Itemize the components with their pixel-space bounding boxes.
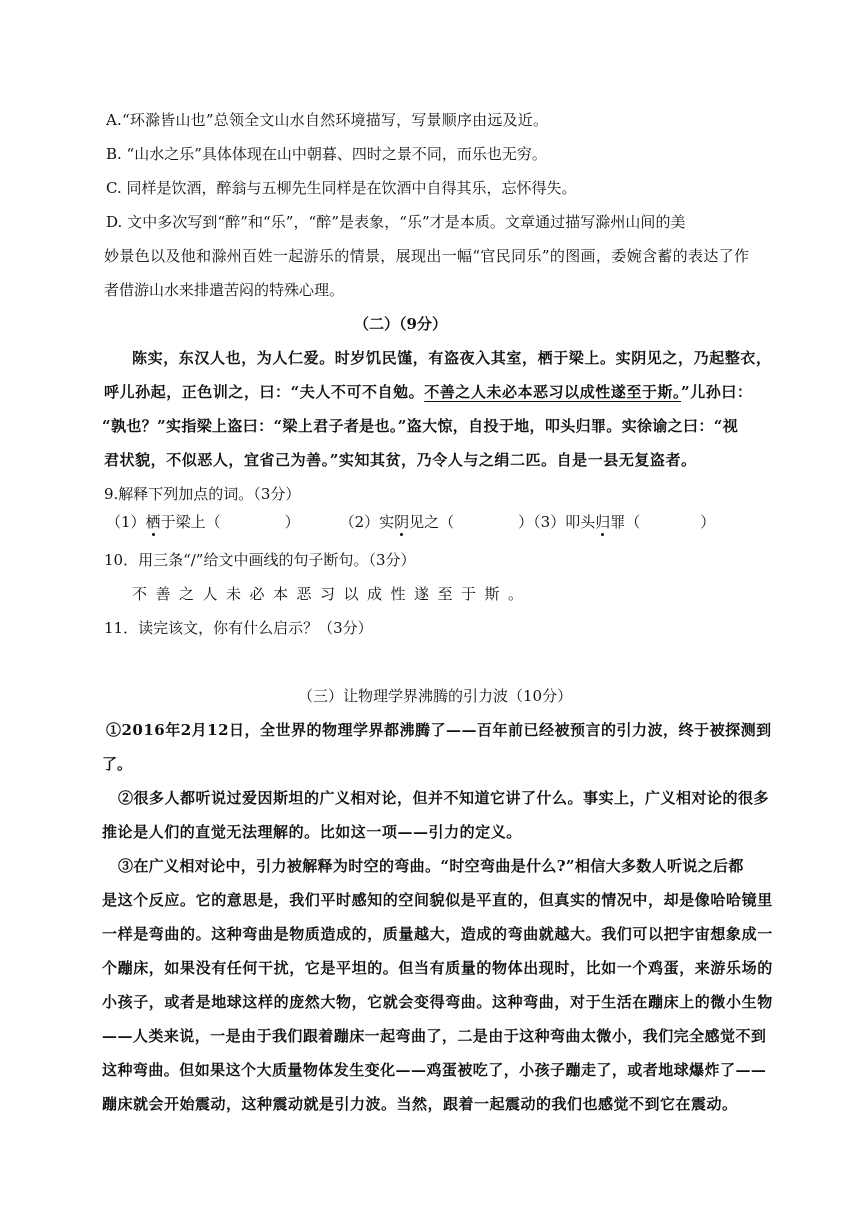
article-line-2: 了。 bbox=[102, 755, 133, 773]
section-2-heading: （二）（9分） bbox=[354, 315, 447, 333]
q9-item2-prefix: （2）实 bbox=[339, 513, 395, 531]
choice-c: C. 同样是饮酒，醉翁与五柳先生同样是在饮酒中自得其乐，忘怀得失。 bbox=[106, 179, 577, 197]
article-line-11: 这种弯曲。但如果这个大质量物体发生变化——鸡蛋被吃了，小孩子蹦走了，或者地球爆炸了—— bbox=[102, 1061, 767, 1079]
article-line-4: 推论是人们的直觉无法理解的。比如这一项——引力的定义。 bbox=[102, 823, 522, 841]
question-9: 9.解释下列加点的词。（3分） bbox=[104, 485, 301, 503]
choice-b: B. “山水之乐”具体体现在山中朝暮、四时之景不同，而乐也无穷。 bbox=[106, 145, 547, 163]
article-line-1: ①2016年2月12日，全世界的物理学界都沸腾了——百年前已经被预言的引力波，终于被探测到 bbox=[106, 721, 772, 739]
choice-d-line3: 者借游山水来排遣苦闷的特殊心理。 bbox=[104, 281, 345, 299]
article-line-7: 一样是弯曲的。这种弯曲是物质造成的，质量越大，造成的弯曲就越大。我们可以把宇宙想象成一 bbox=[102, 925, 773, 943]
section-3-heading: （三）让物理学界沸腾的引力波（10分） bbox=[298, 687, 573, 705]
dotted-word-qi: 栖 bbox=[145, 513, 161, 531]
q9-item1-prefix: （1） bbox=[106, 513, 146, 531]
q9-item3-prefix: ）（3）叩头 bbox=[518, 513, 596, 531]
question-10: 10．用三条“/”给文中画线的句子断句。（3分） bbox=[104, 551, 416, 569]
passage-line-2-end: ”儿孙曰： bbox=[681, 383, 753, 401]
passage-line-2 bbox=[104, 382, 752, 402]
article-line-3: ②很多人都听说过爱因斯坦的广义相对论，但并不知道它讲了什么。事实上，广义相对论的很多 bbox=[118, 789, 770, 807]
article-line-8: 个蹦床，如果没有任何干扰，它是平坦的。但当有质量的物体出现时，比如一个鸡蛋，来游乐场的 bbox=[102, 959, 773, 977]
question-10-sentence: 不善之人未必本恶习以成性遂至于斯。 bbox=[132, 585, 532, 603]
question-11: 11．读完该文，你有什么启示？（3分） bbox=[104, 619, 373, 637]
q9-item1-close: ） bbox=[284, 513, 300, 531]
article-line-10: ——人类来说，一是由于我们跟着蹦床一起弯曲了，二是由于这种弯曲太微小，我们完全感觉不到 bbox=[102, 1027, 767, 1045]
passage-line-3: “孰也？”实指梁上盗曰：“梁上君子者是也。”盗大惊，自投于地，叩头归罪。实徐谕之曰：“视 bbox=[102, 417, 739, 435]
q9-item3-close: ） bbox=[700, 513, 716, 531]
dotted-word-yin: 阴 bbox=[394, 513, 410, 531]
q9-item2-suffix: 见之（ bbox=[409, 513, 455, 531]
article-line-9: 小孩子，或者是地球这样的庞然大物，它就会变得弯曲。这种弯曲，对于生活在蹦床上的微小生物 bbox=[102, 993, 773, 1011]
passage-line-1: 陈实，东汉人也，为人仁爱。时岁饥民馑，有盗夜入其室，栖于梁上。实阴见之，乃起整衣， bbox=[132, 349, 772, 367]
choice-d-line2: 妙景色以及他和滁州百姓一起游乐的情景，展现出一幅“官民同乐”的图画，委婉含蓄的表达了作 bbox=[104, 247, 750, 265]
question-9-items bbox=[106, 512, 715, 532]
q9-item3-suffix: 罪（ bbox=[610, 513, 641, 531]
choice-a: A.“环滁皆山也”总领全文山水自然环境描写，写景顺序由远及近。 bbox=[106, 111, 549, 129]
dotted-word-gui: 归 bbox=[595, 513, 611, 531]
passage-line-4: 君状貌，不似恶人，宜省己为善。”实知其贫，乃令人与之绢二匹。自是一县无复盗者。 bbox=[104, 451, 697, 469]
underlined-sentence: 不善之人未必本恶习以成性遂至于斯。 bbox=[424, 383, 682, 401]
article-line-6: 是这个反应。它的意思是，我们平时感知的空间貌似是平直的，但真实的情况中，却是像哈哈镜里 bbox=[102, 891, 773, 909]
passage-line-2-start: 呼儿孙起，正色训之，曰：“夫人不可不自勉。 bbox=[104, 383, 425, 401]
choice-d-line1: D. 文中多次写到“醉”和“乐”，“醉”是表象，“乐”才是本质。文章通过描写滁州山间的美 bbox=[106, 213, 686, 231]
article-line-5: ③在广义相对论中，引力被解释为时空的弯曲。“时空弯曲是什么?”相信大多数人听说之后都 bbox=[118, 857, 744, 875]
article-line-12: 蹦床就会开始震动，这种震动就是引力波。当然，跟着一起震动的我们也感觉不到它在震动。 bbox=[102, 1095, 738, 1113]
q9-item1-suffix: 于梁上（ bbox=[160, 513, 221, 531]
